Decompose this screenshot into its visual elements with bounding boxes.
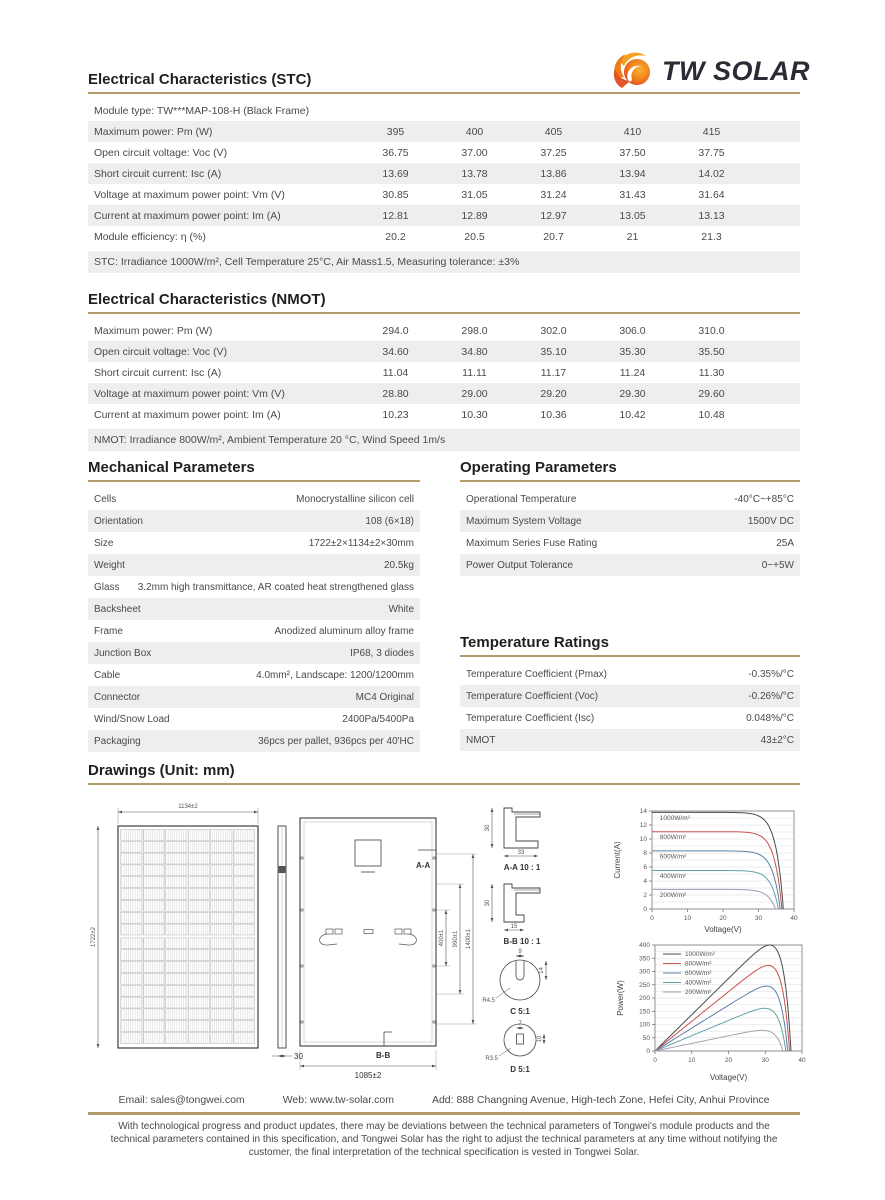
table-row xyxy=(88,730,420,752)
stc-table xyxy=(88,100,800,273)
table-row xyxy=(460,685,800,707)
drawings-title: Drawings (Unit: mm) xyxy=(88,762,235,779)
mechanical-title: Mechanical Parameters xyxy=(88,459,255,476)
row-value: -40°C~+85°C xyxy=(734,493,794,505)
svg-text:Current(A): Current(A) xyxy=(613,841,622,879)
svg-text:350: 350 xyxy=(639,955,650,963)
svg-text:40: 40 xyxy=(790,915,798,922)
row-value: 20.2 xyxy=(385,230,406,243)
svg-text:400±1: 400±1 xyxy=(439,929,445,947)
svg-text:100: 100 xyxy=(639,1021,650,1029)
table-row xyxy=(460,707,800,729)
row-value: 20.7 xyxy=(543,230,564,243)
row-label: Glass xyxy=(94,581,120,593)
footer-email: Email: sales@tongwei.com xyxy=(118,1094,245,1106)
row-value: -0.35%/°C xyxy=(748,668,794,680)
svg-text:9: 9 xyxy=(518,949,522,955)
svg-text:40: 40 xyxy=(798,1057,806,1064)
stc-note: STC: Irradiance 1000W/m², Cell Temperature 25°C, Air Mass1.5, Measuring tolerance: ±3% xyxy=(88,251,800,273)
stc-title: Electrical Characteristics (STC) xyxy=(88,71,312,88)
temperature-table xyxy=(460,663,800,751)
front-view-drawing xyxy=(90,798,270,1070)
row-label: Short circuit current: Isc (A) xyxy=(94,366,222,379)
mechanical-table xyxy=(88,488,420,752)
row-value: 0~+5W xyxy=(761,559,794,571)
row-label: Temperature Coefficient (Pmax) xyxy=(466,668,607,680)
row-value: 21.3 xyxy=(701,230,722,243)
table-row xyxy=(88,383,800,404)
row-value: 0.048%/°C xyxy=(746,712,794,724)
svg-text:D 5:1: D 5:1 xyxy=(510,1065,530,1074)
row-label: Wind/Snow Load xyxy=(94,713,170,725)
svg-text:600W/m²: 600W/m² xyxy=(659,853,687,861)
row-label: Voltage at maximum power point: Vm (V) xyxy=(94,188,285,201)
table-row xyxy=(88,510,420,532)
row-value: 29.20 xyxy=(540,387,567,400)
row-value: 10.30 xyxy=(461,408,488,421)
svg-text:30: 30 xyxy=(485,899,491,907)
svg-text:0: 0 xyxy=(650,915,654,922)
row-label: Module efficiency: η (%) xyxy=(94,230,206,243)
row-value: 11.17 xyxy=(540,366,567,379)
row-value: 10.42 xyxy=(619,408,646,421)
footer-address: Add: 888 Changning Avenue, High-tech Zone, Hefei City, Anhui Province xyxy=(431,1094,770,1106)
stc-section xyxy=(88,70,800,273)
table-row xyxy=(88,642,420,664)
svg-text:0: 0 xyxy=(653,1057,657,1064)
row-value: 37.50 xyxy=(619,146,646,159)
row-value: 34.80 xyxy=(461,345,488,358)
row-value: 13.78 xyxy=(461,167,488,180)
svg-text:Voltage(V): Voltage(V) xyxy=(709,1073,748,1082)
row-label: Current at maximum power point: Im (A) xyxy=(94,408,281,421)
row-label: Voltage at maximum power point: Vm (V) xyxy=(94,387,285,400)
svg-text:30: 30 xyxy=(485,824,491,832)
row-value: 298.0 xyxy=(461,324,488,337)
row-label: Orientation xyxy=(94,515,143,527)
brand-logo-text: TW SOLAR xyxy=(662,55,810,86)
row-value: IP68, 3 diodes xyxy=(350,647,414,659)
row-value: 21 xyxy=(626,230,639,243)
row-value: 36pcs per pallet, 936pcs per 40'HC xyxy=(258,735,414,747)
row-value: 31.05 xyxy=(461,188,488,201)
row-label: Open circuit voltage: Voc (V) xyxy=(94,345,228,358)
stc-title-rule xyxy=(88,92,800,94)
table-row xyxy=(88,488,420,510)
row-label: Operational Temperature xyxy=(466,493,577,505)
svg-text:B-B 10 : 1: B-B 10 : 1 xyxy=(503,937,541,946)
svg-text:R4.5: R4.5 xyxy=(482,998,495,1004)
svg-text:300: 300 xyxy=(639,968,650,976)
svg-text:400: 400 xyxy=(639,942,650,950)
row-value: -0.26%/°C xyxy=(748,690,794,702)
svg-text:400W/m²: 400W/m² xyxy=(685,979,712,987)
svg-text:200W/m²: 200W/m² xyxy=(659,891,687,899)
svg-text:200: 200 xyxy=(639,995,650,1003)
svg-text:A-A 10 : 1: A-A 10 : 1 xyxy=(503,863,541,872)
table-row xyxy=(88,598,420,620)
table-row xyxy=(88,554,420,576)
row-value: 29.00 xyxy=(461,387,488,400)
row-label: NMOT xyxy=(466,734,496,746)
svg-text:30: 30 xyxy=(754,915,763,922)
row-label: Weight xyxy=(94,559,125,571)
row-label: Open circuit voltage: Voc (V) xyxy=(94,146,228,159)
row-value: 25A xyxy=(776,537,794,549)
table-row xyxy=(460,488,800,510)
svg-text:1000W/m²: 1000W/m² xyxy=(659,814,690,822)
detail-drawings xyxy=(482,800,582,1078)
row-value: 13.94 xyxy=(619,167,646,180)
svg-text:50: 50 xyxy=(642,1034,650,1042)
svg-text:10: 10 xyxy=(688,1057,696,1064)
svg-text:1722±2: 1722±2 xyxy=(91,927,97,947)
table-row xyxy=(88,620,420,642)
row-label: Temperature Coefficient (Isc) xyxy=(466,712,595,724)
power-curve-chart xyxy=(615,933,825,1083)
svg-text:7: 7 xyxy=(518,1021,522,1027)
svg-text:12: 12 xyxy=(639,822,647,830)
nmot-note: NMOT: Irradiance 800W/m², Ambient Temperature 20 °C, Wind Speed 1m/s xyxy=(88,429,800,451)
svg-text:800W/m²: 800W/m² xyxy=(659,834,687,842)
row-label: Power Output Tolerance xyxy=(466,559,574,571)
svg-text:1000W/m²: 1000W/m² xyxy=(685,951,715,959)
row-value: 43±2°C xyxy=(760,734,794,746)
row-value: White xyxy=(388,603,414,615)
row-value: 35.10 xyxy=(540,345,567,358)
svg-text:400W/m²: 400W/m² xyxy=(659,873,687,880)
row-value: Anodized aluminum alloy frame xyxy=(274,625,414,637)
row-value: 37.75 xyxy=(698,146,725,159)
svg-text:250: 250 xyxy=(639,981,650,989)
row-value: 28.80 xyxy=(382,387,409,400)
table-row xyxy=(88,142,800,163)
temperature-section xyxy=(460,633,800,751)
row-value: 31.64 xyxy=(698,188,725,201)
svg-text:1400±1: 1400±1 xyxy=(466,929,472,949)
row-label: Short circuit current: Isc (A) xyxy=(94,167,222,180)
row-value: 29.60 xyxy=(698,387,725,400)
svg-text:20: 20 xyxy=(724,1057,733,1064)
row-label: Frame xyxy=(94,625,123,637)
table-row xyxy=(88,664,420,686)
svg-text:150: 150 xyxy=(639,1008,650,1016)
svg-text:20: 20 xyxy=(719,915,727,922)
row-value: 2400Pa/5400Pa xyxy=(342,713,414,725)
svg-text:C 5:1: C 5:1 xyxy=(510,1007,530,1016)
svg-text:1134±2: 1134±2 xyxy=(178,804,198,810)
row-value: 1500V DC xyxy=(747,515,794,527)
svg-text:990±1: 990±1 xyxy=(453,930,459,948)
mechanical-title-rule xyxy=(88,480,420,482)
row-value: 13.13 xyxy=(698,209,725,222)
row-label: Backsheet xyxy=(94,603,141,615)
svg-text:800W/m²: 800W/m² xyxy=(685,960,712,968)
svg-text:10: 10 xyxy=(537,1035,543,1043)
svg-text:14: 14 xyxy=(639,808,647,816)
row-label: Size xyxy=(94,537,114,549)
operating-title-rule xyxy=(460,480,800,482)
row-value: 11.24 xyxy=(619,366,646,379)
table-row xyxy=(460,532,800,554)
table-row xyxy=(88,205,800,226)
row-label: Cable xyxy=(94,669,121,681)
table-row xyxy=(88,184,800,205)
table-row xyxy=(88,163,800,184)
row-value: 20.5 xyxy=(464,230,485,243)
row-label: Packaging xyxy=(94,735,141,747)
row-label: Maximum power: Pm (W) xyxy=(94,125,213,138)
operating-title: Operating Parameters xyxy=(460,459,617,476)
nmot-title: Electrical Characteristics (NMOT) xyxy=(88,291,326,308)
row-value: 10.36 xyxy=(540,408,567,421)
operating-section xyxy=(460,458,800,576)
row-value: 13.05 xyxy=(619,209,646,222)
row-value: 35.30 xyxy=(619,345,646,358)
row-value: 395 xyxy=(386,125,405,138)
svg-text:6: 6 xyxy=(643,864,647,872)
svg-text:200W/m²: 200W/m² xyxy=(685,989,712,997)
row-value: 410 xyxy=(623,125,642,138)
module-type-row: Module type: TW***MAP-108-H (Black Frame) xyxy=(94,104,310,117)
row-label: Connector xyxy=(94,691,141,703)
table-row xyxy=(460,663,800,685)
row-value: 37.00 xyxy=(461,146,488,159)
row-value: 29.30 xyxy=(619,387,646,400)
row-value: 11.04 xyxy=(382,366,409,379)
row-value: 13.86 xyxy=(540,167,567,180)
svg-text:10: 10 xyxy=(639,836,647,844)
svg-text:Power(W): Power(W) xyxy=(616,980,625,1016)
row-value: Monocrystalline silicon cell xyxy=(296,493,414,505)
row-value: 12.81 xyxy=(382,209,409,222)
row-value: 400 xyxy=(465,125,484,138)
row-value: 1722±2×1134±2×30mm xyxy=(308,537,414,549)
row-value: 4.0mm², Landscape: 1200/1200mm xyxy=(256,669,414,681)
table-row xyxy=(460,729,800,751)
svg-text:A-A: A-A xyxy=(416,861,431,870)
footer-contact xyxy=(88,1094,800,1106)
svg-text:Voltage(V): Voltage(V) xyxy=(704,925,742,934)
table-row xyxy=(88,341,800,362)
row-value: 36.75 xyxy=(382,146,409,159)
table-row xyxy=(88,576,420,598)
iv-curve-chart xyxy=(612,795,812,935)
footer-rule xyxy=(88,1112,800,1115)
row-value: 37.25 xyxy=(540,146,567,159)
row-value: 108 (6×18) xyxy=(365,515,414,527)
row-value: 302.0 xyxy=(540,324,567,337)
drawings-title-rule xyxy=(88,783,800,785)
row-value: 12.89 xyxy=(461,209,488,222)
svg-text:0: 0 xyxy=(643,906,647,914)
footer-web: Web: www.tw-solar.com xyxy=(282,1094,394,1106)
svg-text:8: 8 xyxy=(643,850,647,858)
svg-text:15: 15 xyxy=(510,924,518,930)
row-value: 34.60 xyxy=(382,345,409,358)
row-value: 306.0 xyxy=(619,324,646,337)
row-label: Maximum Series Fuse Rating xyxy=(466,537,598,549)
nmot-title-rule xyxy=(88,312,800,314)
table-row xyxy=(88,226,800,247)
row-value: 294.0 xyxy=(382,324,409,337)
row-label: Maximum power: Pm (W) xyxy=(94,324,213,337)
row-value: MC4 Original xyxy=(355,691,414,703)
temperature-title: Temperature Ratings xyxy=(460,634,609,651)
row-value: 12.97 xyxy=(540,209,567,222)
table-row xyxy=(88,320,800,341)
row-value: 405 xyxy=(544,125,563,138)
row-label: Junction Box xyxy=(94,647,152,659)
svg-text:10: 10 xyxy=(683,915,692,922)
svg-text:30: 30 xyxy=(761,1057,769,1064)
row-value: 415 xyxy=(702,125,721,138)
svg-text:33: 33 xyxy=(517,850,525,856)
operating-table xyxy=(460,488,800,576)
table-row xyxy=(460,510,800,532)
row-value: 31.24 xyxy=(540,188,567,201)
svg-text:1085±2: 1085±2 xyxy=(354,1071,382,1080)
svg-text:B-B: B-B xyxy=(376,1051,391,1060)
svg-text:2: 2 xyxy=(643,892,647,900)
nmot-section xyxy=(88,290,800,451)
row-value: 10.48 xyxy=(698,408,725,421)
row-value: 20.5kg xyxy=(383,559,414,571)
svg-text:14: 14 xyxy=(539,967,545,974)
table-row xyxy=(460,554,800,576)
svg-text:30: 30 xyxy=(294,1052,303,1061)
table-row xyxy=(88,404,800,425)
row-label: Cells xyxy=(94,493,117,505)
temperature-title-rule xyxy=(460,655,800,657)
back-view-drawing xyxy=(296,798,481,1086)
table-row xyxy=(88,532,420,554)
row-value: 310.0 xyxy=(698,324,725,337)
row-value: 11.11 xyxy=(462,366,487,379)
table-row xyxy=(88,121,800,142)
footer-disclaimer: With technological progress and product updates, there may be deviations between the technical parameters of Tongwei's module products and the technical parameters contained in this specification, and Tongwei Solar has the right to adjust the technical parameters at any time without notifying the customer, the final interpretation of the technical specification is vested in Tongwei Solar. xyxy=(110,1121,778,1158)
table-row xyxy=(88,708,420,730)
row-value: 31.43 xyxy=(619,188,646,201)
row-label: Maximum System Voltage xyxy=(466,515,582,527)
svg-text:0: 0 xyxy=(646,1048,650,1056)
row-value: 30.85 xyxy=(382,188,409,201)
row-value: 13.69 xyxy=(382,167,409,180)
nmot-table xyxy=(88,320,800,451)
row-value: 14.02 xyxy=(698,167,725,180)
table-row xyxy=(88,362,800,383)
row-label: Current at maximum power point: Im (A) xyxy=(94,209,281,222)
row-value: 3.2mm high transmittance, AR coated heat strengthened glass xyxy=(137,581,414,593)
svg-text:600W/m²: 600W/m² xyxy=(685,970,712,978)
row-value: 10.23 xyxy=(382,408,409,421)
row-label: Temperature Coefficient (Voc) xyxy=(466,690,599,702)
row-value: 35.50 xyxy=(698,345,725,358)
table-row xyxy=(88,686,420,708)
drawings-section xyxy=(88,761,800,785)
svg-text:4: 4 xyxy=(643,878,647,886)
row-value: 11.30 xyxy=(698,366,725,379)
svg-text:R3.5: R3.5 xyxy=(485,1056,498,1062)
mechanical-section xyxy=(88,458,420,752)
